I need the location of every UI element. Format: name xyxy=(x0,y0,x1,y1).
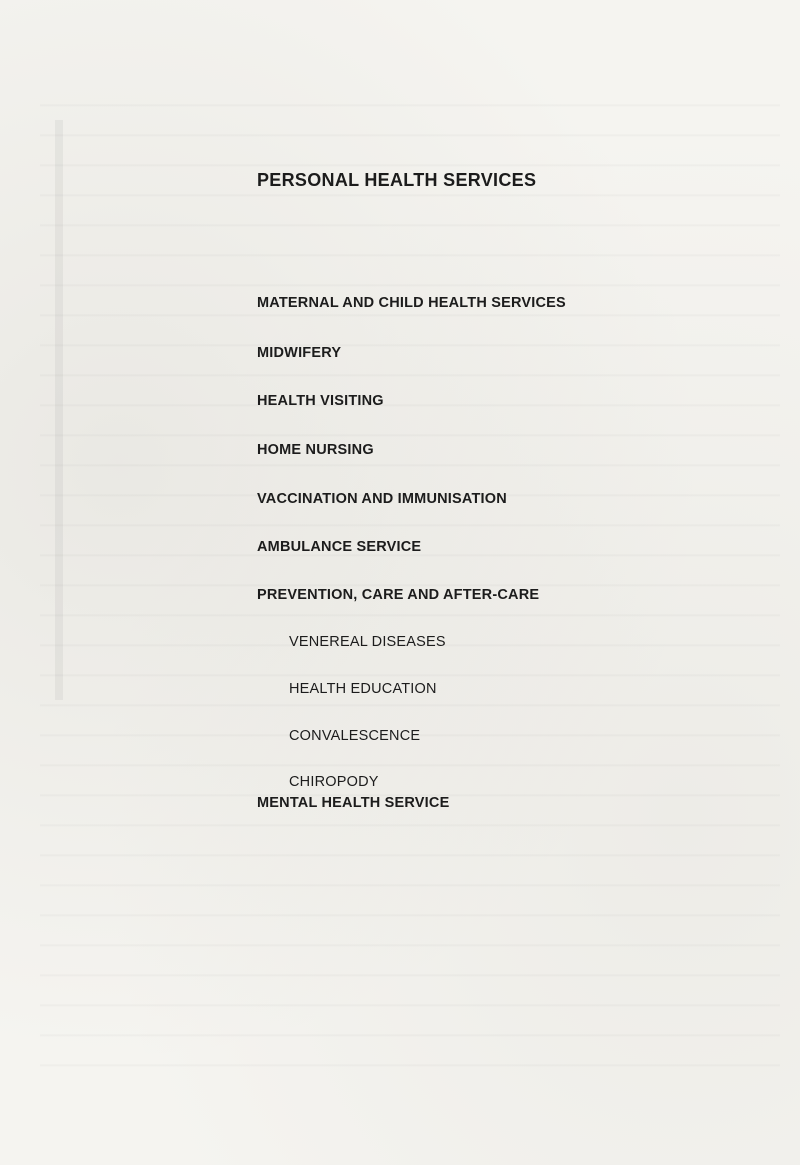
show-through-text xyxy=(40,90,780,1070)
contents-item-home-nursing: HOME NURSING xyxy=(257,442,374,458)
contents-item-maternal-child-health: MATERNAL AND CHILD HEALTH SERVICES xyxy=(257,295,566,311)
contents-subitem-convalescence: CONVALESCENCE xyxy=(289,728,421,744)
contents-item-prevention-care: PREVENTION, CARE AND AFTER-CARE xyxy=(257,587,540,603)
page-title: PERSONAL HEALTH SERVICES xyxy=(257,170,537,190)
contents-subitem-chiropody: CHIROPODY xyxy=(289,774,379,790)
contents-item-mental-health: MENTAL HEALTH SERVICE xyxy=(257,795,450,811)
contents-subitem-venereal-diseases: VENEREAL DISEASES xyxy=(289,634,446,650)
show-through-column xyxy=(55,120,63,700)
contents-item-ambulance: AMBULANCE SERVICE xyxy=(257,539,422,555)
contents-item-vaccination: VACCINATION AND IMMUNISATION xyxy=(257,491,507,507)
contents-item-health-visiting: HEALTH VISITING xyxy=(257,393,384,409)
contents-subitem-health-education: HEALTH EDUCATION xyxy=(289,681,437,697)
contents-item-midwifery: MIDWIFERY xyxy=(257,345,342,361)
